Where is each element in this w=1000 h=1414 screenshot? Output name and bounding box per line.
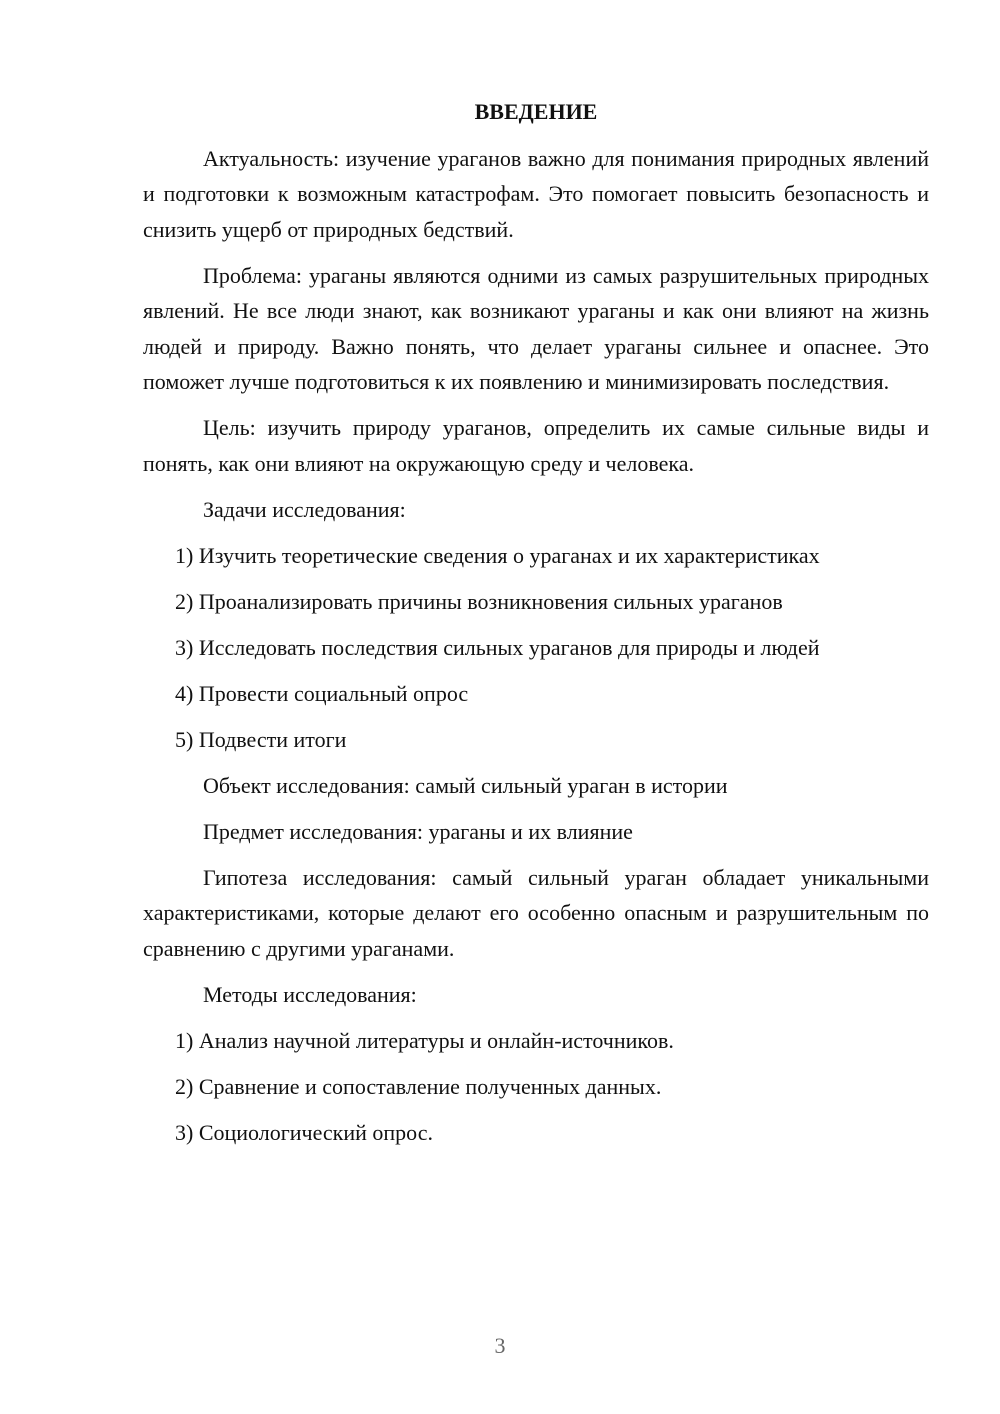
subject-paragraph: Предмет исследования: ураганы и их влияние — [203, 818, 633, 844]
task-item: 2) Проанализировать причины возникновения сильных ураганов — [175, 588, 783, 614]
task-item: 3) Исследовать последствия сильных ураганов для природы и людей — [175, 634, 820, 660]
tasks-heading: Задачи исследования: — [203, 496, 406, 522]
page-number: 3 — [494, 1333, 506, 1358]
document-body — [143, 94, 929, 1161]
relevance-paragraph: Актуальность: изучение ураганов важно для понимания природных явлений и подготовки к возможным катастрофам. Это помогает повысить безопасность и снизить ущерб от природных бедствий. — [143, 145, 929, 242]
hypothesis-paragraph: Гипотеза исследования: самый сильный ураган обладает уникальными характеристиками, которые делают его особенно опасным и разрушительным по сравнению с другими ураганами. — [143, 864, 929, 961]
method-item: 1) Анализ научной литературы и онлайн-источников. — [175, 1027, 674, 1053]
method-item: 3) Социологический опрос. — [175, 1119, 433, 1145]
problem-paragraph: Проблема: ураганы являются одними из самых разрушительных природных явлений. Не все люди знают, как возникают ураганы и как они влияют на жизнь людей и природу. Важно понять, что делает ураганы сильнее и опаснее. Это поможет лучше подготовиться к их появлению и минимизировать последствия. — [143, 262, 929, 394]
section-title: ВВЕДЕНИЕ — [474, 99, 598, 124]
goal-paragraph: Цель: изучить природу ураганов, определить их самые сильные виды и понять, как они влияют на окружающую среду и человека. — [143, 415, 929, 476]
object-paragraph: Объект исследования: самый сильный ураган в истории — [203, 772, 728, 798]
methods-list — [143, 1023, 929, 1151]
task-item: 5) Подвести итоги — [175, 726, 347, 752]
task-item: 4) Провести социальный опрос — [175, 680, 469, 706]
tasks-list — [143, 538, 929, 758]
method-item: 2) Сравнение и сопоставление полученных данных. — [175, 1073, 662, 1099]
methods-heading: Методы исследования: — [203, 981, 417, 1007]
task-item: 1) Изучить теоретические сведения о ураганах и их характеристиках — [175, 542, 820, 568]
